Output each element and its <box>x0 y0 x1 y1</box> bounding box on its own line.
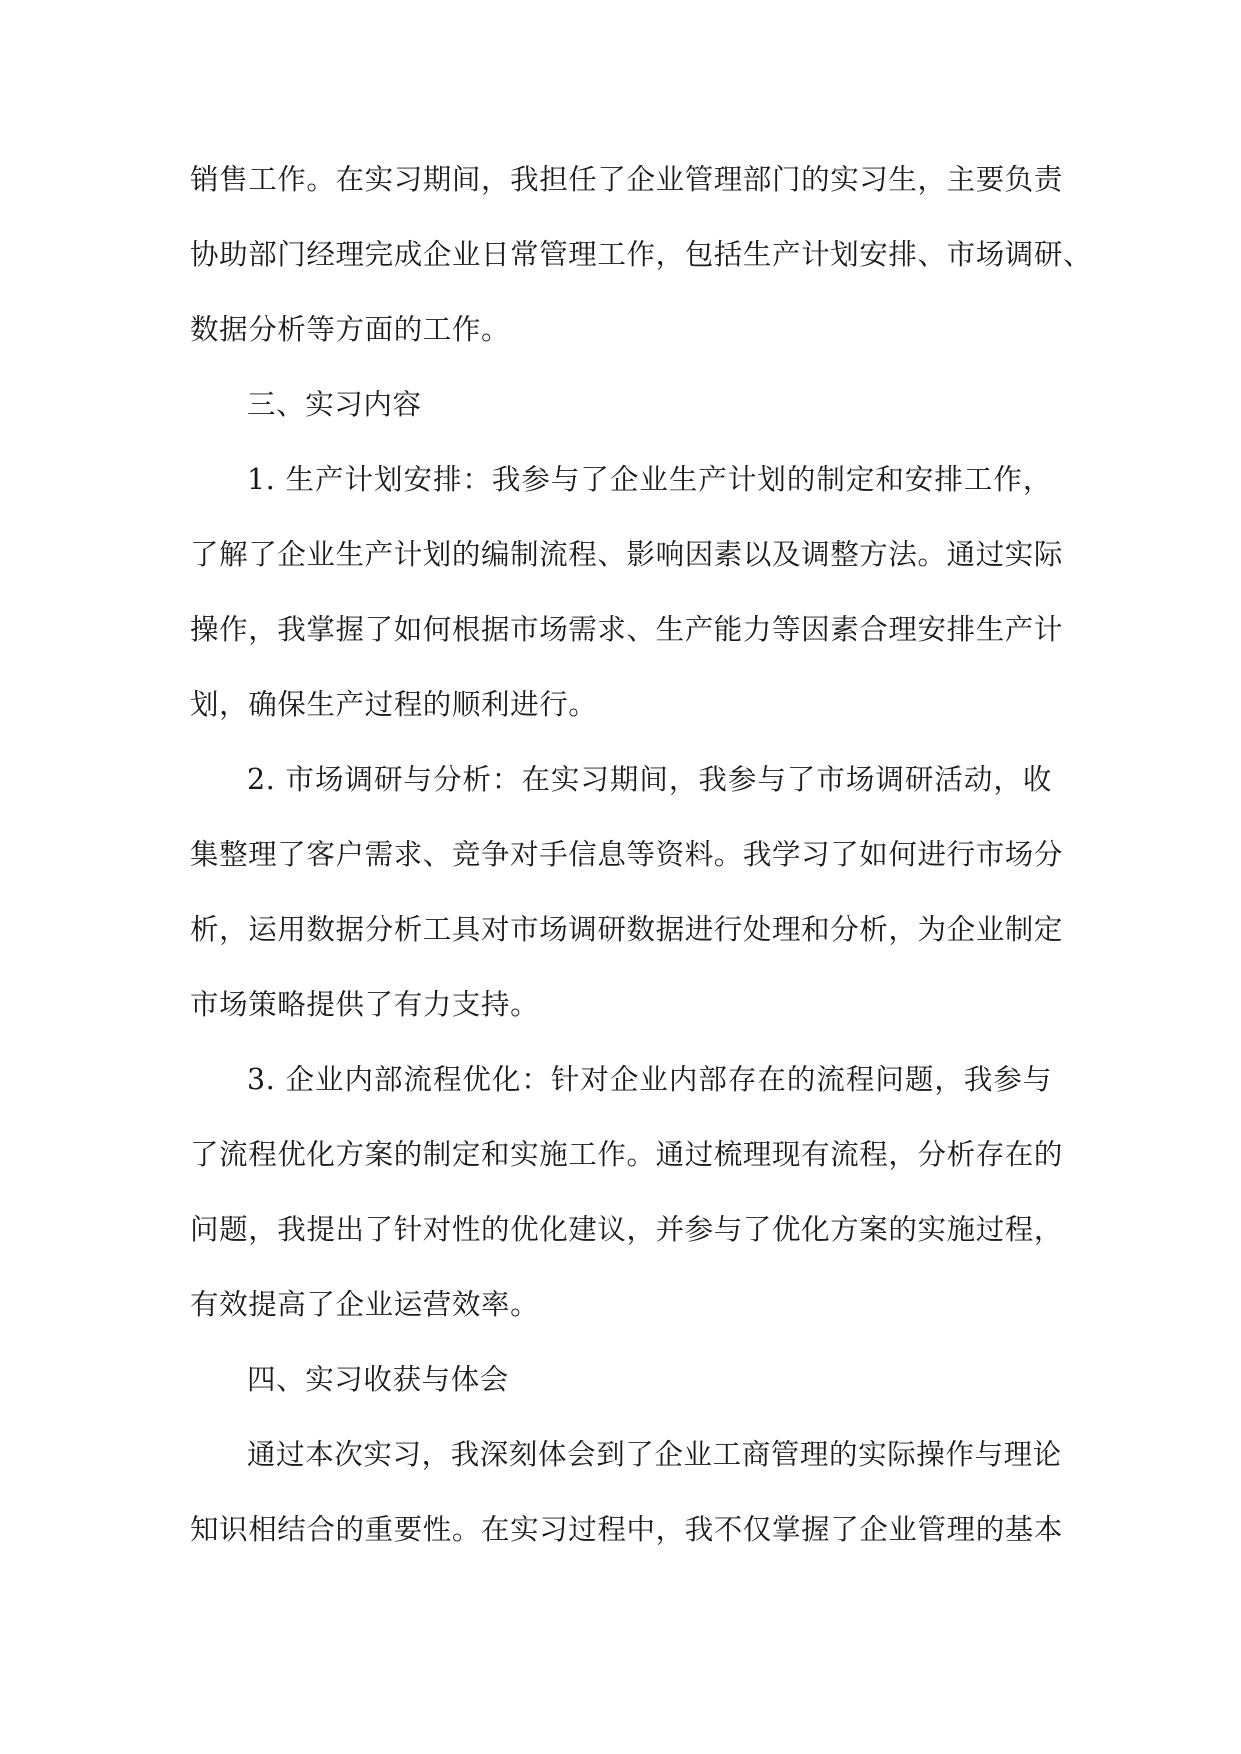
text-line: 协助部门经理完成企业日常管理工作，包括生产计划安排、市场调研、 <box>190 238 1093 271</box>
text-line: 通过本次实习，我深刻体会到了企业工商管理的实际操作与理论 <box>247 1438 1062 1471</box>
text-line: 销售工作。在实习期间，我担任了企业管理部门的实习生，主要负责 <box>190 163 1064 196</box>
text-line: 操作，我掌握了如何根据市场需求、生产能力等因素合理安排生产计 <box>190 613 1064 646</box>
section-heading-3: 三、实习内容 <box>247 388 422 421</box>
text-line: 划，确保生产过程的顺利进行。 <box>190 688 598 721</box>
text-line: 了解了企业生产计划的编制流程、影响因素以及调整方法。通过实际 <box>190 538 1064 571</box>
document-body <box>190 142 1093 1567</box>
text-line: 2. 市场调研与分析：在实习期间，我参与了市场调研活动，收 <box>247 763 1052 796</box>
section-heading-4: 四、实习收获与体会 <box>247 1363 509 1396</box>
section-4-paragraph <box>190 1417 1064 1567</box>
text-line: 数据分析等方面的工作。 <box>190 313 511 346</box>
list-item-3 <box>190 1042 1064 1342</box>
text-line: 有效提高了企业运营效率。 <box>190 1288 540 1321</box>
text-line: 3. 企业内部流程优化：针对企业内部存在的流程问题，我参与 <box>247 1063 1052 1096</box>
text-line: 问题，我提出了针对性的优化建议，并参与了优化方案的实施过程， <box>190 1213 1064 1246</box>
text-line: 1. 生产计划安排：我参与了企业生产计划的制定和安排工作， <box>247 463 1052 496</box>
text-line: 了流程优化方案的制定和实施工作。通过梳理现有流程，分析存在的 <box>190 1138 1064 1171</box>
list-item-1 <box>190 442 1064 742</box>
text-line: 知识相结合的重要性。在实习过程中，我不仅掌握了企业管理的基本 <box>190 1513 1064 1546</box>
text-line: 析，运用数据分析工具对市场调研数据进行处理和分析，为企业制定 <box>190 913 1064 946</box>
text-line: 集整理了客户需求、竞争对手信息等资料。我学习了如何进行市场分 <box>190 838 1064 871</box>
intro-paragraph <box>190 142 1093 367</box>
text-line: 市场策略提供了有力支持。 <box>190 988 540 1021</box>
list-item-2 <box>190 742 1064 1042</box>
